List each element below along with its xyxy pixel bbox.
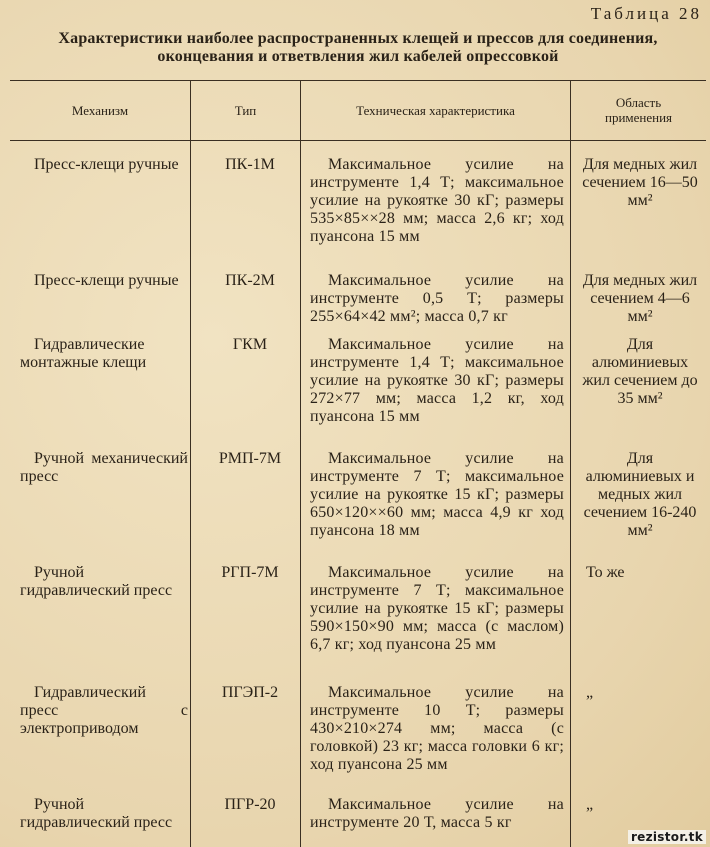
mechanism-cell: Гидравлические монтажные клещи [20, 336, 147, 371]
column-divider-2 [300, 80, 301, 847]
area-cell: „ [586, 684, 594, 701]
area-cell: Для медных жил сечением 4—6 мм² [582, 272, 698, 325]
header-mechanism: Механизм [71, 102, 129, 118]
mechanism-cell: Ручной гидравлический пресс [20, 796, 173, 831]
type-cell: ГКМ [232, 336, 268, 353]
column-divider-1 [190, 80, 191, 847]
column-divider-3 [570, 80, 571, 847]
table-caption [10, 30, 706, 66]
area-cell: То же [586, 564, 625, 581]
specs-table [10, 80, 706, 847]
type-cell: ПК-1М [225, 156, 275, 173]
header-area: Область применения [604, 95, 673, 125]
spec-cell: Максимальное усилие на инструменте 10 Т; размеры 430×210×274 мм; масса (с головкой) 23 кг; масса головки 6 кг; ход пуансона 25 мм [310, 684, 564, 773]
area-cell: Для алюминиевых и медных жил сечением 16-240 мм² [583, 450, 697, 539]
area-cell: „ [586, 796, 594, 813]
spec-cell: Максимальное усилие на инструменте 7 Т; максимальное усилие на рукоятке 15 кГ; размеры 590×150×90 мм; масса (с маслом) 6,7 кг; ход пуансона 25 мм [310, 564, 564, 653]
type-cell: ПГЭП-2 [221, 684, 279, 701]
spec-cell: Максимальное усилие на инструменте 7 Т; максимальное усилие на рукоятке 15 кГ; размеры 650×120××60 мм; масса 4,9 кг ход пуансона 18 мм [310, 450, 564, 539]
mechanism-cell: Пресс-клещи ручные [34, 156, 179, 173]
header-bottom-rule [10, 140, 706, 141]
header-spec: Техническая характеристика [356, 102, 515, 118]
spec-cell: Максимальное усилие на инструменте 0,5 Т; размеры 255×64×42 мм²; масса 0,7 кг [310, 272, 564, 325]
mechanism-cell: Пресс-клещи ручные [34, 272, 179, 289]
site-watermark: rezistor.tk [628, 830, 706, 844]
spec-cell: Максимальное усилие на инструменте 1,4 Т; максимальное усилие на рукоятке 30 кГ; размеры 535×85××28 мм; масса 2,6 кг; ход пуансона 15 мм [310, 156, 564, 245]
mechanism-cell: Гидравлический пресс с электроприводом [20, 684, 188, 737]
area-cell: Для алюминиевых жил сечением до 35 мм² [582, 336, 698, 407]
type-cell: ПГР-20 [224, 796, 276, 813]
spec-cell: Максимальное усилие на инструменте 1,4 Т; максимальное усилие на рукоятке 30 кГ; размеры 272×77 мм; масса 1,2 кг, ход пуансона 15 мм [310, 336, 564, 425]
spec-cell: Максимальное усилие на инструменте 20 Т, масса 5 кг [310, 796, 564, 831]
header-type: Тип [234, 102, 257, 118]
area-cell: Для медных жил сечением 16—50 мм² [582, 156, 698, 209]
caption-line-1: Характеристики наиболее распространенных клещей и прессов для соединения, [58, 30, 658, 47]
type-cell: РГП-7М [221, 564, 279, 581]
caption-line-2: оконцевания и ответвления жил кабелей опрессовкой [157, 48, 559, 65]
type-cell: РМП-7М [218, 450, 282, 467]
table-number: Таблица 28 [590, 4, 702, 23]
mechanism-cell: Ручной механический пресс [20, 450, 188, 485]
mechanism-cell: Ручной гидравлический пресс [20, 564, 173, 599]
type-cell: ПК-2М [225, 272, 275, 289]
